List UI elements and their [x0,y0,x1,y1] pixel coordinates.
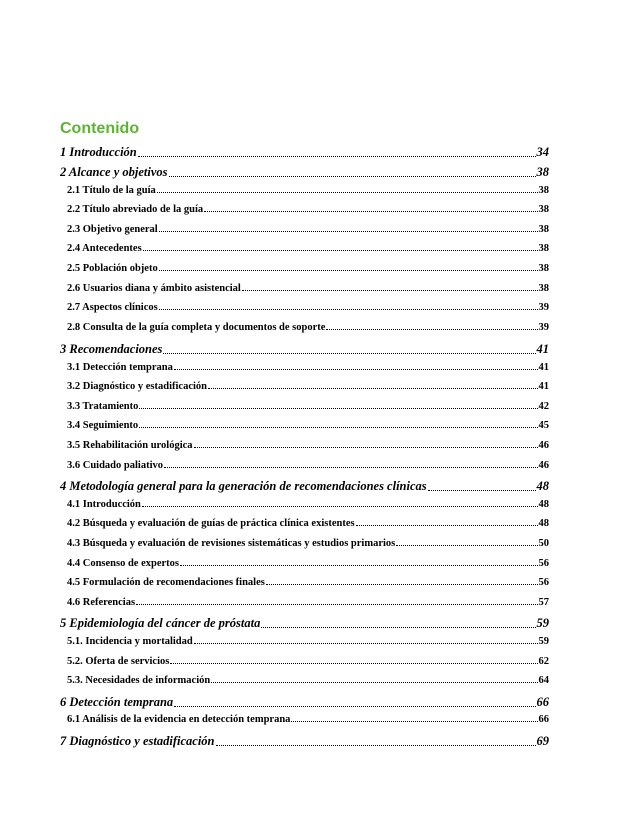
dot-leader [266,584,538,585]
toc-subsection-entry[interactable] [67,636,549,647]
toc-entry-label: 2.3 Objetivo general [67,224,158,235]
toc-page-number: 64 [538,675,549,686]
toc-subsection-entry[interactable] [67,224,549,235]
dot-leader [194,643,538,644]
toc-page-number: 62 [538,656,549,667]
dot-leader [170,663,537,664]
toc-subsection-entry[interactable] [67,460,549,471]
dot-leader [242,290,538,291]
toc-page-number: 41 [538,381,549,392]
toc-subsection-entry[interactable] [67,401,549,412]
toc-section-entry[interactable] [60,479,549,494]
toc-section-entry[interactable] [60,145,549,160]
toc-page-number: 56 [538,577,549,588]
dot-leader [143,250,538,251]
toc-page-number: 48 [538,499,549,510]
toc-subsection-entry[interactable] [67,518,549,529]
toc-page-number: 39 [538,322,549,333]
toc-subsection-entry[interactable] [67,322,549,333]
toc-subsection-entry[interactable] [67,243,549,254]
toc-subsection-entry[interactable] [67,558,549,569]
dot-leader [138,156,536,157]
dot-leader [396,545,537,546]
toc-page-number: 39 [538,302,549,313]
toc-subsection-entry[interactable] [67,499,549,510]
toc-subsection-entry[interactable] [67,381,549,392]
dot-leader [291,721,537,722]
toc-page-number: 69 [536,734,549,748]
toc-page-number: 38 [536,165,549,179]
dot-leader [180,565,538,566]
toc-subsection-entry[interactable] [67,283,549,294]
toc-subsection-entry[interactable] [67,420,549,431]
toc-subsection-entry[interactable] [67,714,549,725]
dot-leader [139,427,537,428]
toc-page-number: 46 [538,460,549,471]
toc-page-number: 48 [536,479,549,493]
toc-page-number: 57 [538,597,549,608]
dot-leader [139,408,537,409]
toc-page-number: 50 [538,538,549,549]
dot-leader [159,270,538,271]
dot-leader [169,176,536,177]
toc-page-number: 34 [536,145,549,159]
toc-page-number: 59 [538,636,549,647]
toc-page-number: 56 [538,558,549,569]
toc-entry-label: 2.7 Aspectos clínicos [67,302,158,313]
toc-entry-label: 4.2 Búsqueda y evaluación de guías de práctica clínica existentes [67,518,355,529]
toc-page-number: 66 [536,695,549,709]
toc-entry-label: 2.6 Usuarios diana y ámbito asistencial [67,283,241,294]
toc-entry-label: 5.1. Incidencia y mortalidad [67,636,193,647]
dot-leader [159,231,538,232]
toc-section-entry[interactable] [60,616,549,631]
toc-entry-label: 3.6 Cuidado paliativo [67,460,163,471]
toc-page-number: 38 [538,263,549,274]
toc-entry-label: 4.4 Consenso de expertos [67,558,179,569]
toc-entry-label: 3.5 Rehabilitación urológica [67,440,193,451]
dot-leader [216,745,536,746]
toc-section-entry[interactable] [60,734,549,749]
dot-leader [261,627,535,628]
toc-subsection-entry[interactable] [67,656,549,667]
dot-leader [326,329,537,330]
toc-page-number: 38 [538,283,549,294]
toc-page-number: 46 [538,440,549,451]
toc-entry-label: 5.3. Necesidades de información [67,675,211,686]
toc-subsection-entry[interactable] [67,302,549,313]
toc-page-number: 38 [538,243,549,254]
toc-entry-label: 2.4 Antecedentes [67,243,142,254]
toc-page-number: 38 [538,185,549,196]
dot-leader [159,309,538,310]
dot-leader [142,506,538,507]
dot-leader [211,682,537,683]
toc-entry-label: 5 Epidemiología del cáncer de próstata [60,616,261,630]
toc-entry-label: 3.2 Diagnóstico y estadificación [67,381,207,392]
toc-subsection-entry[interactable] [67,538,549,549]
toc-subsection-entry[interactable] [67,362,549,373]
dot-leader [208,388,538,389]
toc-page-number: 45 [538,420,549,431]
toc-entry-label: 4.3 Búsqueda y evaluación de revisiones sistemáticas y estudios primarios [67,538,396,549]
toc-entry-label: 2.8 Consulta de la guía completa y documentos de soporte [67,322,326,333]
toc-page-number: 38 [538,224,549,235]
toc-section-entry[interactable] [60,342,549,357]
toc-heading: Contenido [60,120,140,137]
dot-leader [157,192,538,193]
toc-page-number: 38 [538,204,549,215]
toc-section-entry[interactable] [60,165,549,180]
dot-leader [164,467,538,468]
toc-subsection-entry[interactable] [67,204,549,215]
toc-entry-label: 3.4 Seguimiento [67,420,139,431]
toc-entry-label: 3 Recomendaciones [60,342,163,356]
toc-page-number: 66 [538,714,549,725]
toc-entry-label: 6.1 Análisis de la evidencia en detección temprana [67,714,291,725]
toc-subsection-entry[interactable] [67,263,549,274]
toc-page-number: 41 [538,362,549,373]
toc-entry-label: 6 Detección temprana [60,695,174,709]
toc-entry-label: 2.5 Población objeto [67,263,158,274]
toc-entry-label: 2.1 Título de la guía [67,185,156,196]
dot-leader [136,604,537,605]
toc-entry-label: 4.1 Introducción [67,499,141,510]
toc-page-number: 41 [536,342,549,356]
toc-subsection-entry[interactable] [67,675,549,686]
toc-page-number: 42 [538,401,549,412]
toc-entry-label: 5.2. Oferta de servicios [67,656,170,667]
dot-leader [428,490,536,491]
toc-subsection-entry[interactable] [67,597,549,608]
dot-leader [174,706,535,707]
toc-subsection-entry[interactable] [67,440,549,451]
toc-entry-label: 3.1 Detección temprana [67,362,173,373]
toc-entry-label: 2 Alcance y objetivos [60,165,168,179]
toc-entry-label: 3.3 Tratamiento [67,401,139,412]
dot-leader [163,353,535,354]
toc-entry-label: 2.2 Título abreviado de la guía [67,204,204,215]
toc-page-number: 48 [538,518,549,529]
toc-page-number: 59 [536,616,549,630]
toc-entry-label: 7 Diagnóstico y estadificación [60,734,215,748]
dot-leader [204,211,537,212]
toc-subsection-entry[interactable] [67,185,549,196]
dot-leader [174,369,538,370]
toc-section-entry[interactable] [60,695,549,710]
toc-entry-label: 4.6 Referencias [67,597,136,608]
toc-entry-label: 4 Metodología general para la generación de recomendaciones clínicas [60,479,427,493]
dot-leader [194,447,538,448]
dot-leader [356,525,538,526]
toc-entry-label: 4.5 Formulación de recomendaciones finales [67,577,265,588]
toc-entry-label: 1 Introducción [60,145,137,159]
toc-subsection-entry[interactable] [67,577,549,588]
